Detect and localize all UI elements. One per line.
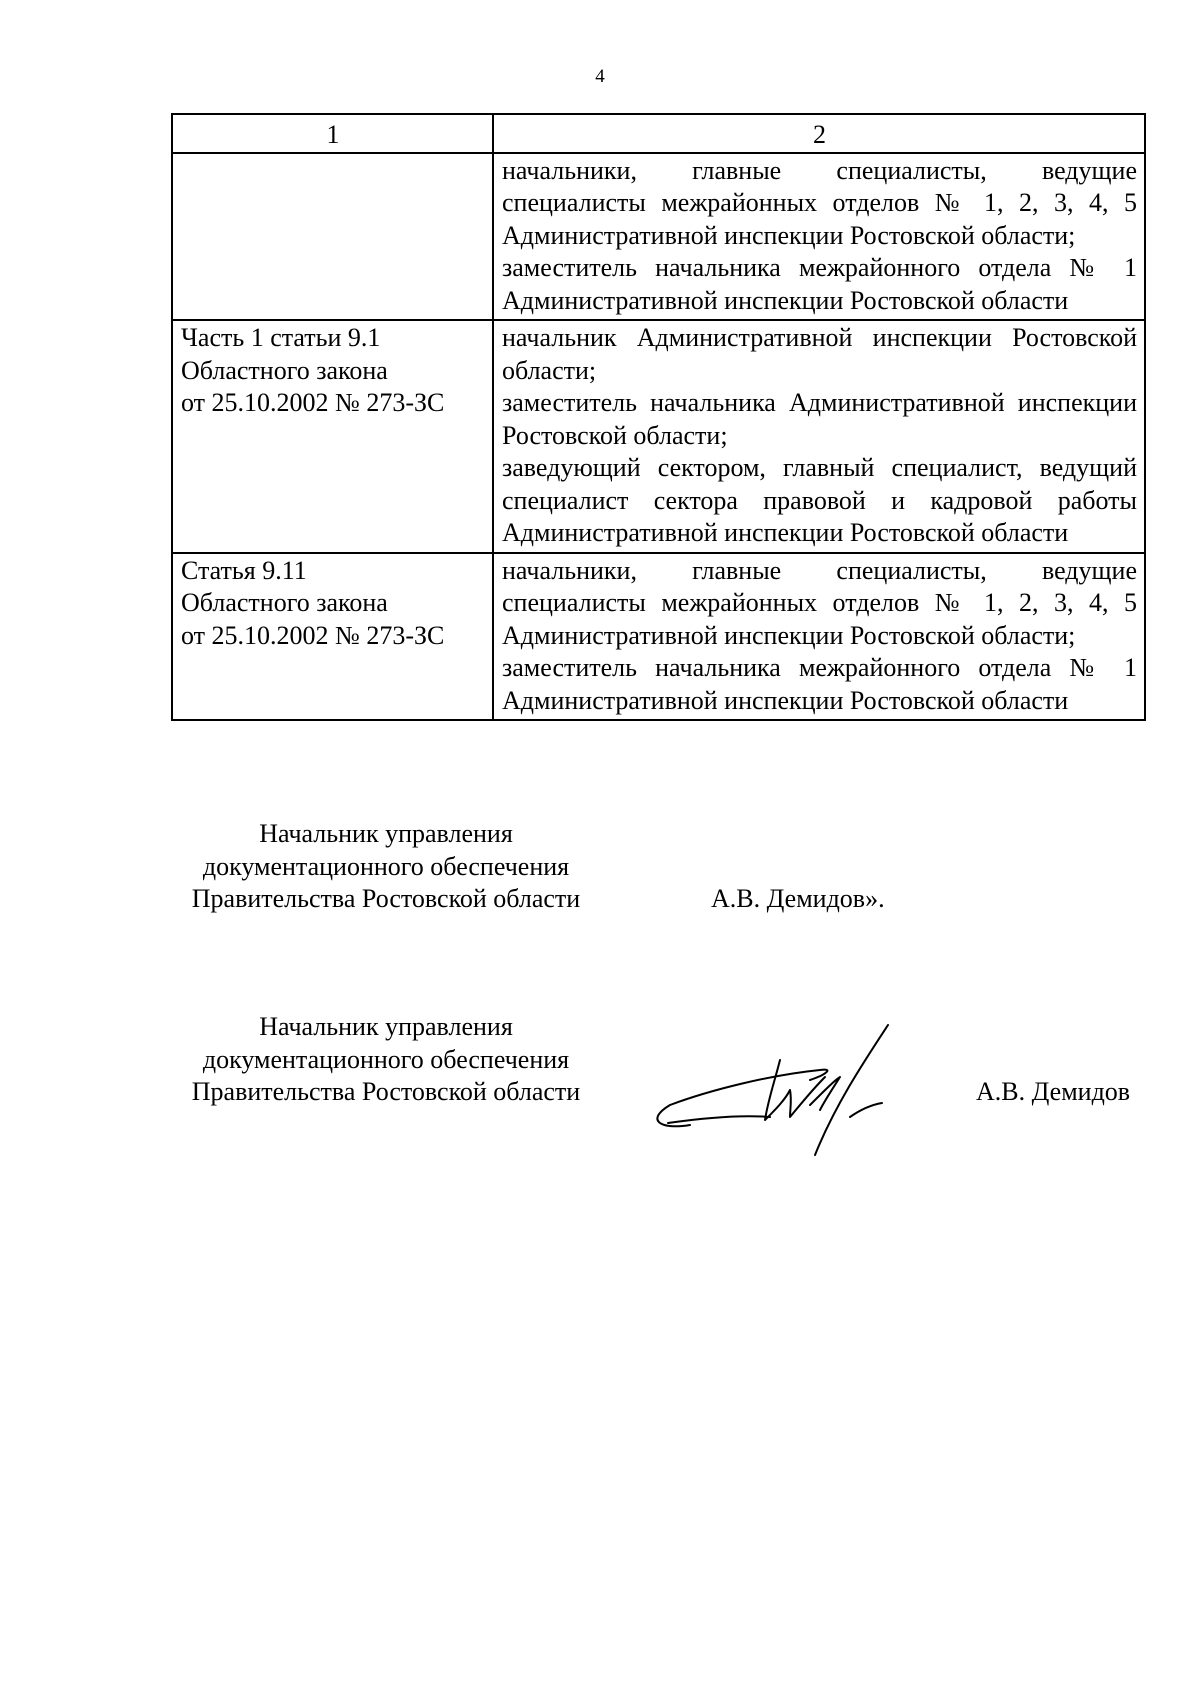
table-row bbox=[172, 553, 1145, 721]
signatory-title-line: Начальник управления bbox=[259, 819, 513, 848]
signatory-name: А.В. Демидов bbox=[976, 1077, 1131, 1106]
table-row bbox=[172, 153, 1145, 321]
legal-basis-line: от 25.10.2002 № 273-ЗС bbox=[181, 620, 445, 650]
signatory-title bbox=[171, 818, 601, 916]
signature-stroke bbox=[657, 1070, 827, 1127]
table-header-row bbox=[172, 114, 1145, 153]
legal-basis-line: Статья 9.11 bbox=[181, 555, 307, 585]
column-header-1: 1 bbox=[172, 114, 493, 153]
signatory-title-line: Начальник управления bbox=[259, 1012, 513, 1041]
signatory-title-line: документационного обеспечения bbox=[202, 851, 570, 881]
signature-stroke bbox=[810, 1077, 840, 1110]
officials-cell bbox=[493, 153, 1145, 321]
signatory-title-line: документационного обеспечения bbox=[202, 1044, 570, 1074]
signature-block-signed bbox=[171, 1011, 1131, 1109]
officials-paragraph: начальники, главные специалисты, ведущие специалисты межрайонных отделов № 1, 2, 3, 4, 5 Административной инспекции Ростовской области; bbox=[502, 555, 1137, 650]
signatory-title-line: Правительства Ростовской области bbox=[191, 884, 581, 913]
officials-paragraph: заведующий сектором, главный специалист, ведущий специалист сектора правовой и кадровой работы Административной инспекции Ростовской области bbox=[502, 453, 1137, 547]
signature-stroke bbox=[765, 1060, 825, 1120]
legal-basis-line: от 25.10.2002 № 273-ЗС bbox=[181, 388, 445, 417]
legal-basis-cell bbox=[172, 320, 493, 553]
legal-basis-line: Областного закона bbox=[181, 588, 388, 617]
legal-basis-line: Часть 1 статьи 9.1 bbox=[181, 323, 381, 352]
signatory-name: А.В. Демидов». bbox=[711, 884, 885, 913]
signatory-title-line: Правительства Ростовской области bbox=[191, 1077, 581, 1106]
officials-paragraph: заместитель начальника межрайонного отдела № 1 Административной инспекции Ростовской области bbox=[502, 253, 1137, 315]
signature-stroke bbox=[668, 1116, 770, 1123]
page-number: 4 bbox=[595, 66, 605, 87]
officials-paragraph: начальник Административной инспекции Ростовской области; bbox=[502, 323, 1137, 385]
officials-paragraph: начальники, главные специалисты, ведущие специалисты межрайонных отделов № 1, 2, 3, 4, 5 Административной инспекции Ростовской области; bbox=[502, 155, 1137, 250]
signature-block-quoted bbox=[171, 818, 885, 916]
legal-basis-cell bbox=[172, 153, 493, 321]
signatory-title bbox=[171, 1011, 601, 1109]
column-header-2: 2 bbox=[493, 114, 1145, 153]
officials-cell bbox=[493, 320, 1145, 553]
table-row bbox=[172, 320, 1145, 553]
handwritten-signature bbox=[650, 1005, 950, 1165]
legal-basis-line: Областного закона bbox=[181, 355, 388, 385]
legal-basis-cell bbox=[172, 553, 493, 721]
officials-paragraph: заместитель начальника межрайонного отдела № 1 Административной инспекции Ростовской области bbox=[502, 653, 1137, 715]
officials-cell bbox=[493, 553, 1145, 721]
authority-table bbox=[171, 113, 1146, 721]
signature-stroke bbox=[850, 1103, 882, 1117]
officials-paragraph: заместитель начальника Административной инспекции Ростовской области; bbox=[502, 388, 1137, 450]
